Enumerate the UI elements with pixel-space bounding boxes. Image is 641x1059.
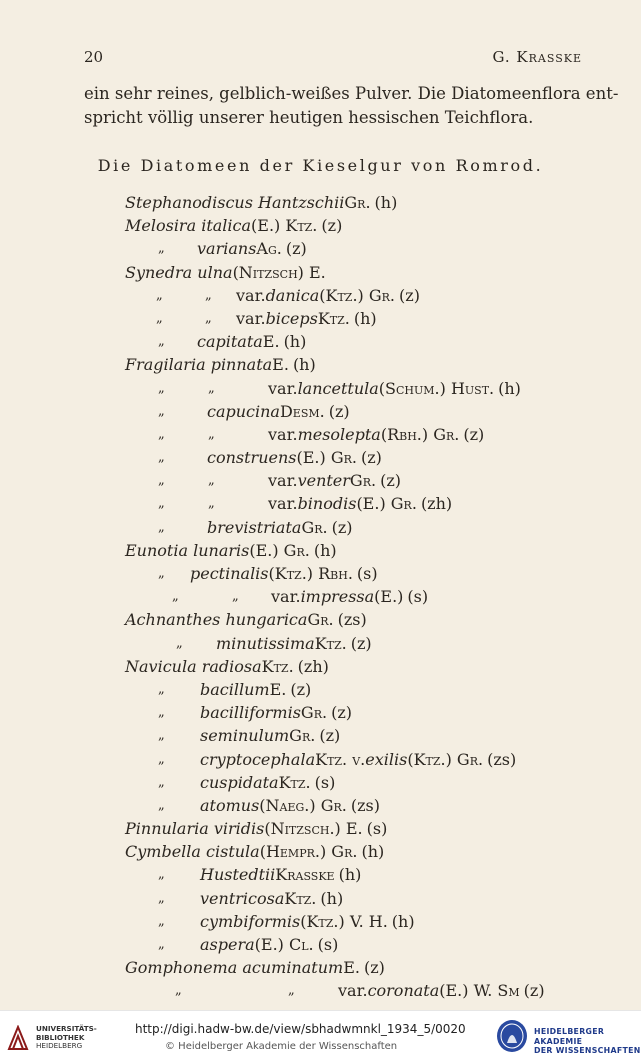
species-entry — [0, 863, 641, 886]
variety-abbrev: var. — [268, 471, 298, 491]
taxon-name: Cymbella cistula — [125, 842, 260, 862]
authority: (Ktz.) Gr. — [319, 285, 396, 305]
frequency: (z) — [363, 958, 385, 978]
ditto-mark: „ — [158, 913, 165, 929]
authority: Ktz. — [314, 633, 347, 653]
variety-abbrev: var. — [338, 981, 368, 1001]
variety-abbrev: var. — [268, 378, 298, 398]
authority: Ktz. v. — [315, 749, 366, 769]
footer-bar — [0, 1010, 641, 1059]
university-library-logo-icon — [6, 1025, 30, 1051]
authority: (Nitzsch) E. — [232, 262, 326, 282]
taxon-name: exilis — [365, 749, 408, 769]
frequency: (s) — [366, 819, 388, 839]
frequency: (h) — [283, 332, 307, 352]
species-entry — [0, 446, 641, 469]
species-entry — [0, 539, 641, 562]
ditto-mark: „ — [158, 705, 165, 721]
authority: (Rbh.) Gr. — [380, 424, 460, 444]
species-entry — [0, 655, 641, 678]
frequency: (z) — [399, 285, 420, 305]
authority: Gr. — [301, 517, 328, 537]
variety-abbrev: var. — [268, 424, 298, 444]
species-entry — [0, 423, 641, 446]
ditto-mark: „ — [158, 241, 165, 257]
species-entry — [0, 353, 641, 376]
ditto-mark: „ — [158, 496, 165, 512]
frequency: (z) — [360, 448, 382, 468]
authority: (Ktz.) Gr. — [407, 749, 484, 769]
variety-abbrev: var. — [236, 308, 266, 328]
taxon-name: bacilliformis — [200, 703, 301, 723]
taxon-name: Synedra ulna — [125, 262, 233, 282]
frequency: (z) — [523, 981, 545, 1001]
frequency: (zs) — [487, 749, 517, 769]
species-entry — [0, 214, 641, 237]
taxon-name: binodis — [297, 494, 357, 514]
frequency: (zs) — [337, 610, 367, 630]
taxon-name: minutissima — [216, 633, 315, 653]
authority: Krasske — [275, 865, 335, 885]
university-library-name: UNIVERSITÄTS- BIBLIOTHEK HEIDELBERG — [36, 1024, 97, 1050]
ditto-mark: „ — [208, 473, 215, 489]
ditto-mark: „ — [158, 450, 165, 466]
species-entry — [0, 330, 641, 353]
frequency: (h) — [361, 842, 385, 862]
ditto-mark: „ — [158, 426, 165, 442]
authority: Gr. — [307, 610, 334, 630]
taxon-name: impressa — [300, 587, 375, 607]
ditto-mark: „ — [205, 310, 212, 326]
authority: (Ktz.) Rbh. — [268, 564, 353, 583]
taxon-name: Achnanthes hungarica — [125, 610, 308, 630]
taxon-name: atomus — [200, 795, 260, 815]
species-entry — [0, 377, 641, 400]
taxon-name: cryptocephala — [200, 749, 316, 769]
frequency: (z) — [321, 216, 343, 236]
taxon-name: Navicula radiosa — [125, 656, 262, 676]
species-list — [0, 191, 641, 1003]
authority: E. — [262, 332, 280, 352]
taxon-name: Stephanodiscus Hantzschii — [125, 193, 345, 212]
species-entry — [0, 910, 641, 933]
ditto-mark: „ — [158, 728, 165, 744]
species-entry — [0, 261, 641, 284]
ditto-mark: „ — [158, 867, 165, 883]
ditto-mark: „ — [172, 589, 179, 605]
frequency: (z) — [331, 517, 353, 537]
authority: (E.) Ktz. — [251, 216, 318, 236]
authority: Ktz. — [284, 888, 317, 908]
authority: Gr. — [289, 726, 316, 746]
species-entry — [0, 817, 641, 840]
taxon-name: coronata — [367, 981, 440, 1001]
authority: Gr. — [300, 703, 328, 723]
species-entry — [0, 794, 641, 817]
variety-abbrev: var. — [268, 494, 298, 514]
species-entry — [0, 956, 641, 979]
ditto-mark: „ — [158, 566, 165, 581]
frequency: (z) — [331, 703, 352, 723]
authority: Gr. — [349, 471, 377, 491]
ditto-mark: „ — [158, 774, 165, 790]
frequency: (s) — [407, 587, 429, 607]
academy-name: HEIDELBERGER AKADEMIE DER WISSENSCHAFTEN — [534, 1027, 641, 1055]
authority: (E.) Gr. — [356, 494, 417, 514]
section-title: Die Diatomeen der Kieselgur von Romrod. — [97, 156, 544, 175]
species-entry — [0, 678, 641, 701]
species-entry — [0, 701, 641, 724]
frequency: (s) — [356, 564, 378, 583]
ditto-mark: „ — [158, 380, 165, 396]
authority: (E.) Gr. — [249, 540, 310, 560]
frequency: (z) — [285, 239, 307, 259]
taxon-name: cymbiformis — [200, 911, 301, 931]
frequency: (h) — [320, 888, 344, 908]
ditto-mark: „ — [205, 287, 212, 303]
species-entry — [0, 840, 641, 863]
taxon-name: varians — [197, 239, 257, 259]
species-entry — [0, 191, 641, 214]
authority: Ktz. — [278, 772, 311, 792]
taxon-name: mesolepta — [297, 424, 381, 444]
ditto-mark: „ — [158, 334, 165, 350]
running-header — [84, 48, 582, 72]
frequency: (h) — [498, 378, 521, 398]
intro-line-2: spricht völlig unserer heutigen hessischen Teichflora. — [84, 108, 534, 127]
taxon-name: aspera — [200, 935, 255, 954]
ditto-mark: „ — [232, 589, 239, 605]
frequency: (h) — [292, 355, 316, 375]
ditto-mark: „ — [158, 890, 165, 906]
taxon-name: lancettula — [297, 378, 379, 398]
authority: (Naeg.) Gr. — [259, 795, 347, 815]
ditto-mark: „ — [158, 473, 165, 489]
ditto-mark: „ — [158, 681, 165, 697]
taxon-name: seminulum — [200, 726, 290, 746]
species-entry — [0, 469, 641, 492]
authority: Desm. — [279, 401, 325, 421]
species-entry — [0, 933, 641, 956]
authority: (E.) — [374, 587, 404, 607]
frequency: (z) — [290, 679, 312, 699]
intro-line-1: ein sehr reines, gelblich-weißes Pulver. Die Diatomeenflora ent- — [84, 84, 619, 103]
authority: (Schum.) Hust. — [378, 378, 495, 398]
frequency: (h) — [313, 540, 337, 560]
taxon-name: capucina — [207, 401, 280, 421]
frequency: (z) — [350, 633, 372, 653]
ditto-mark: „ — [158, 403, 165, 419]
intro-paragraph — [84, 82, 619, 130]
ditto-mark: „ — [158, 937, 165, 952]
species-entry — [0, 979, 641, 1002]
species-entry — [0, 492, 641, 515]
taxon-name: Pinnularia viridis — [125, 819, 265, 839]
authority: E. — [269, 679, 287, 699]
authority: Ktz. — [261, 656, 294, 676]
ditto-mark: „ — [175, 983, 182, 999]
species-entry — [0, 724, 641, 747]
frequency: (h) — [391, 911, 415, 931]
frequency: (h) — [374, 193, 398, 212]
authority: Ag. — [256, 239, 282, 259]
ditto-mark: „ — [158, 751, 165, 767]
ditto-mark: „ — [156, 287, 163, 303]
authority: E. — [343, 958, 360, 978]
ditto-mark: „ — [156, 310, 163, 326]
frequency: (zh) — [297, 656, 329, 676]
authority: (Ktz.) V. H. — [300, 911, 388, 931]
ditto-mark: „ — [176, 635, 183, 651]
taxon-name: capitata — [197, 332, 263, 352]
taxon-name: Melosira italica — [125, 216, 252, 236]
taxon-name: construens — [207, 448, 297, 468]
frequency: (zs) — [350, 795, 380, 815]
taxon-name: pectinalis — [190, 564, 269, 583]
species-entry — [0, 608, 641, 631]
taxon-name: Eunotia lunaris — [125, 540, 250, 560]
authority: Ktz. — [317, 308, 350, 328]
frequency: (h) — [353, 308, 377, 328]
taxon-name: biceps — [265, 308, 318, 328]
permalink-url[interactable]: http://digi.hadw-bw.de/view/sbhadwmnkl_1934_5/0020 — [135, 1022, 466, 1036]
authority: Gr. — [344, 193, 371, 212]
frequency: (z) — [328, 401, 350, 421]
academy-seal-icon — [496, 1019, 528, 1053]
species-entry — [0, 562, 641, 585]
copyright-notice: © Heidelberger Akademie der Wissenschaften — [165, 1041, 398, 1052]
variety-abbrev: var. — [271, 587, 301, 607]
species-entry — [0, 887, 641, 910]
authority: (E.) Gr. — [296, 448, 357, 468]
species-entry — [0, 516, 641, 539]
species-entry — [0, 400, 641, 423]
taxon-name: danica — [265, 285, 320, 305]
authority: E. — [272, 355, 289, 375]
frequency: (z) — [463, 424, 485, 444]
taxon-name: Fragilaria pinnata — [125, 355, 273, 375]
frequency: (z) — [319, 726, 341, 746]
ditto-mark: „ — [208, 496, 215, 512]
taxon-name: brevistriata — [207, 517, 302, 537]
frequency: (h) — [338, 865, 362, 885]
taxon-name: Gomphonema acuminatum — [125, 958, 344, 978]
authority: (E.) W. Sm — [439, 981, 520, 1001]
species-entry — [0, 771, 641, 794]
running-header-author: G. Krasske — [492, 48, 582, 66]
ditto-mark: „ — [158, 519, 165, 535]
species-entry — [0, 307, 641, 330]
frequency: (s) — [317, 935, 339, 954]
authority: (Nitzsch.) E. — [264, 819, 363, 839]
species-entry — [0, 284, 641, 307]
taxon-name: venter — [297, 471, 350, 491]
ditto-mark: „ — [158, 797, 165, 813]
species-entry — [0, 585, 641, 608]
frequency: (s) — [314, 772, 336, 792]
ditto-mark: „ — [288, 983, 295, 999]
taxon-name: cuspidata — [200, 772, 279, 792]
frequency: (z) — [380, 471, 401, 491]
taxon-name: bacillum — [200, 679, 270, 699]
species-entry — [0, 748, 641, 771]
frequency: (zh) — [420, 494, 453, 514]
species-entry — [0, 237, 641, 260]
page-number: 20 — [84, 48, 104, 66]
taxon-name: Hustedtii — [200, 865, 276, 885]
taxon-name: ventricosa — [200, 888, 285, 908]
authority: (E.) Cl. — [254, 935, 314, 954]
variety-abbrev: var. — [236, 285, 266, 305]
species-entry — [0, 632, 641, 655]
ditto-mark: „ — [208, 380, 215, 396]
ditto-mark: „ — [208, 426, 215, 442]
authority: (Hempr.) Gr. — [259, 842, 358, 862]
